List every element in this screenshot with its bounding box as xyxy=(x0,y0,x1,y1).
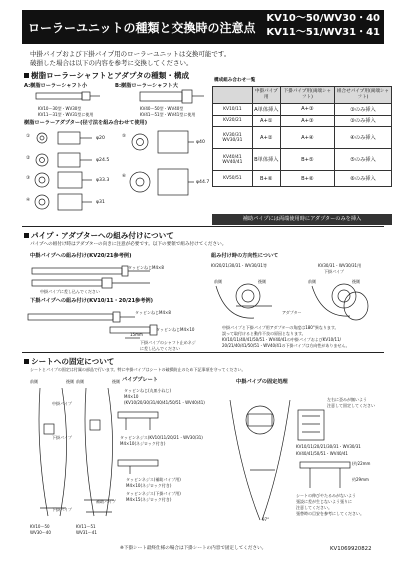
section-pipe-heading: パイプ・アダプターへの組み付けについて xyxy=(24,232,174,241)
mid-pipe-assembly-drawing xyxy=(32,266,150,288)
mid-pipe-screw: タッピンねじM4×8 xyxy=(128,265,164,270)
direction-rear-left: 後側 xyxy=(258,279,266,284)
direction-note-1: 中掛パイプと下掛パイプ用アダプターの角度は180°異なります。 xyxy=(222,325,339,330)
direction-front-left: 前側 xyxy=(214,279,222,284)
table-cell: ⑥のみ挿入 xyxy=(334,171,391,187)
screw-3b: M4×10(ネジロック付き) xyxy=(126,483,172,488)
adapter-num-6: ⑥ xyxy=(122,174,127,179)
table-cell: A+① xyxy=(252,115,280,127)
fix-models: KV10/11/20/21/30/31・WV30/31 xyxy=(296,444,361,449)
table-cell: A+③ xyxy=(280,104,334,116)
page-title: ローラーユニットの種類と交換時の注意点 xyxy=(28,21,256,35)
table-cell: A+③ xyxy=(280,115,334,127)
sheet-label-rear-2: 後側 xyxy=(112,379,120,384)
sheet-model-left: KV10～50 xyxy=(30,524,50,529)
sheet-left-drawing xyxy=(39,388,67,516)
shaft-a-models-2: KV11～31型・WV31型に使用 xyxy=(38,112,94,117)
direction-title: 組み付け時の方向性について xyxy=(211,253,279,259)
combo-header-3: 組合せパイプ用(両端シャフト) xyxy=(334,87,391,104)
fix-title: 中掛パイプの固定処理 xyxy=(236,379,288,385)
shaft-a-models: KV10～30型・WV30型 xyxy=(38,106,82,111)
shaft-b-drawing xyxy=(140,90,204,103)
direction-note-2: 誤って取付けると動作不良の原因となります。 xyxy=(222,331,306,336)
fix-dim-3: 97° xyxy=(262,517,270,522)
dim-4: φ31 xyxy=(96,200,105,205)
adapter-1-drawing xyxy=(37,132,92,144)
adapter-6-drawing xyxy=(130,169,194,195)
direction-note-4: 20/21/40/41/50/51・WV40/41の下掛パイプは方向性がありません。 xyxy=(222,343,350,348)
direction-front-right: 前側 xyxy=(308,279,316,284)
direction-right-pipe: 下掛パイプ xyxy=(324,269,344,274)
intro-line-2: 破損した場合は以下の内容を参考に交換してください。 xyxy=(30,59,193,67)
table-cell: ③のみ挿入 xyxy=(334,104,391,116)
combo-table-note: 補助パイプには両端使用時にアダプターのみを挿入 xyxy=(212,214,392,225)
mid-pipe-title: 中掛パイプへの組み付け(KV20/21参考例) xyxy=(30,253,132,259)
table-cell-model: KV50/51 xyxy=(213,171,253,187)
adapter-3-drawing xyxy=(35,172,92,188)
adapter-4-drawing xyxy=(35,194,92,210)
fix-right-drawing xyxy=(298,410,350,488)
section-pipe-desc: パイプへの組付け時はアダプターの向きに注意が必要です。以下の要領で組み付けてください。 xyxy=(30,242,227,247)
screw-1: タッピンねじ(丸皿小ねじ) xyxy=(124,388,172,393)
section-sheet-heading: シートへの固定について xyxy=(24,358,114,367)
section-sheet-desc: シートとパイプの固定は付属の部品で行います。特に中掛パイプはシートの破損防止のため下記事項を守ってください。 xyxy=(30,367,246,372)
fix-dim-1: (約22mm xyxy=(352,461,371,466)
fix-dim-2: 約29mm xyxy=(352,477,369,482)
direction-rear-right: 後側 xyxy=(352,279,360,284)
sheet-label-aux-pipe: 補助パイプ xyxy=(96,499,116,504)
sheet-label-low-pipe-2: 下掛パイプ xyxy=(52,507,72,512)
adapter-num-4: ④ xyxy=(26,198,31,203)
fix-diagram-drawing xyxy=(230,400,290,520)
footer-note: ※下掛シート最終仕様の場合は下掛シートの内容で固定してください。 xyxy=(120,546,267,551)
combo-table-caption: 構成組み合わせ一覧 xyxy=(214,78,256,83)
screw-4: タッピンネジス(下掛パイプ用) xyxy=(126,491,181,496)
section-resin-heading: 樹脂ローラーシャフトとアダプタの種類・構成 xyxy=(24,72,189,81)
shaft-b-models: KV40～50型・WV40型 xyxy=(140,106,184,111)
sheet-mid-drawing xyxy=(84,388,114,516)
table-cell-model: KV30/31 WV30/31 xyxy=(213,127,253,149)
adapter-2-drawing xyxy=(36,153,92,167)
table-cell: B+⑥ xyxy=(252,171,280,187)
table-cell: ④のみ挿入 xyxy=(334,127,391,149)
table-cell: ⑤のみ挿入 xyxy=(334,149,391,171)
low-pipe-assembly-drawing xyxy=(28,312,157,338)
table-cell: B単体挿入 xyxy=(252,149,280,171)
screw-3: タッピンネジス(補助パイプ用) xyxy=(126,477,181,482)
document-code: KV1069920822 xyxy=(330,546,372,552)
low-pipe-title: 下掛パイプへの組み付け(KV10/11・20/21参考例) xyxy=(30,298,153,304)
table-cell-model: KV20/21 xyxy=(213,115,253,127)
dim-2: φ24.5 xyxy=(96,158,110,163)
pipe-plate-drawing xyxy=(118,412,158,474)
dim-6: φ44.7 xyxy=(196,180,210,185)
sheet-model-left-2: WV30～40 xyxy=(30,530,51,535)
sheet-model-mid-2: WV31～41 xyxy=(76,530,97,535)
fix-models-2: KV40/41/50/51・WV40/41 xyxy=(296,451,348,456)
right-note-2: 張設に差が生じないよう張りに xyxy=(296,499,352,504)
right-note-3: 注意してください。 xyxy=(296,505,332,510)
table-cell-model: KV40/41 WV40/41 xyxy=(213,149,253,171)
shaft-b-label: B:樹脂ローラーシャフト大 xyxy=(115,83,178,89)
adapter-num-1: ① xyxy=(26,134,31,139)
screw-4b: M4×15(ネジロック付き) xyxy=(126,497,172,502)
low-pipe-note-1: 下掛パイプのシャフト止めネジ xyxy=(140,340,196,345)
direction-note-3: KV10/11/40/41/50/51・WV40/41の中掛パイプおよびKV10/11/ xyxy=(222,337,341,342)
direction-right-drawing xyxy=(312,284,368,320)
shaft-a-drawing xyxy=(36,92,100,100)
combo-header-1: 中掛パイプ用 xyxy=(252,87,280,104)
low-pipe-screw: タッピンねじM4×8 xyxy=(135,310,171,315)
mid-pipe-note: 中掛パイプに差し込んでください xyxy=(40,289,100,294)
screw-1c: (KV10/20/30/31/40/41/50/51・WV40/41) xyxy=(124,400,205,405)
adapter-num-3: ③ xyxy=(26,176,31,181)
sheet-label-mid-pipe: 中掛パイプ xyxy=(52,401,72,406)
screw-2b: M4×10(ネジロック付き) xyxy=(120,441,166,446)
direction-right-models: KV30/31・WV30/31用 xyxy=(318,263,362,268)
table-cell-model: KV10/11 xyxy=(213,104,253,116)
sheet-label-front-2: 前側 xyxy=(76,379,84,384)
low-pipe-note-2: に差し込んでください xyxy=(140,346,180,351)
direction-left-models: KV20/21/30/31・WV30/31等 xyxy=(211,263,267,268)
combo-header-2: 下掛パイプ用(両端シャフト) xyxy=(280,87,334,104)
table-cell: ③のみ挿入 xyxy=(334,115,391,127)
sheet-label-front-1: 前側 xyxy=(30,379,38,384)
dim-1: φ20 xyxy=(96,136,105,141)
right-note-4: 張替時の目安を参考にしてください。 xyxy=(296,511,364,516)
table-cell: A+④ xyxy=(280,127,334,149)
adapter-label: 樹脂ローラーアダプター(径寸法を組み合わせて使用) xyxy=(24,120,148,126)
title-models-line2: KV11～51/WV31・41 xyxy=(266,27,380,38)
fix-note-1: 左右に歪みが無いよう xyxy=(327,397,367,402)
low-pipe-screw-2: タッピンねじM4×10 xyxy=(156,327,195,332)
shaft-b-models-2: KV41～51型・WV41型に使用 xyxy=(140,112,196,117)
dim-5: φ40 xyxy=(196,140,205,145)
screw-2: タッピンネジス(KV10/11/20/21・WV30/31) xyxy=(120,435,203,440)
pipe-plate-label: パイププレート xyxy=(122,377,158,383)
shaft-a-label: A:樹脂ローラーシャフト小 xyxy=(24,83,88,89)
low-pipe-dim: 15mm xyxy=(130,332,143,337)
sheet-model-mid: KV11～51 xyxy=(76,524,96,529)
sheet-label-low-pipe: 下掛パイプ xyxy=(52,435,72,440)
table-cell: A+② xyxy=(252,127,280,149)
sheet-label-rear-1: 後側 xyxy=(66,379,74,384)
table-cell: A単体挿入 xyxy=(252,104,280,116)
intro-line-1: 中掛パイプおよび下掛パイプ用のローラーユニットは交換可能です。 xyxy=(30,50,231,58)
dim-3: φ33.3 xyxy=(96,178,110,183)
table-cell: B+⑤ xyxy=(280,149,334,171)
table-cell: B+⑥ xyxy=(280,171,334,187)
adapter-num-5: ⑤ xyxy=(122,134,127,139)
title-models-line1: KV10～50/WV30・40 xyxy=(266,13,380,24)
direction-left-drawing xyxy=(216,284,272,318)
direction-adapter-label: アダプター xyxy=(282,310,302,315)
adapter-num-2: ② xyxy=(26,156,31,161)
screw-1b: M4×10 xyxy=(124,394,139,399)
right-note-1: シートの伸びやたるみがないよう xyxy=(296,493,356,498)
adapter-5-drawing xyxy=(132,131,194,153)
fix-note-2: 注意して固定してください xyxy=(327,403,375,408)
